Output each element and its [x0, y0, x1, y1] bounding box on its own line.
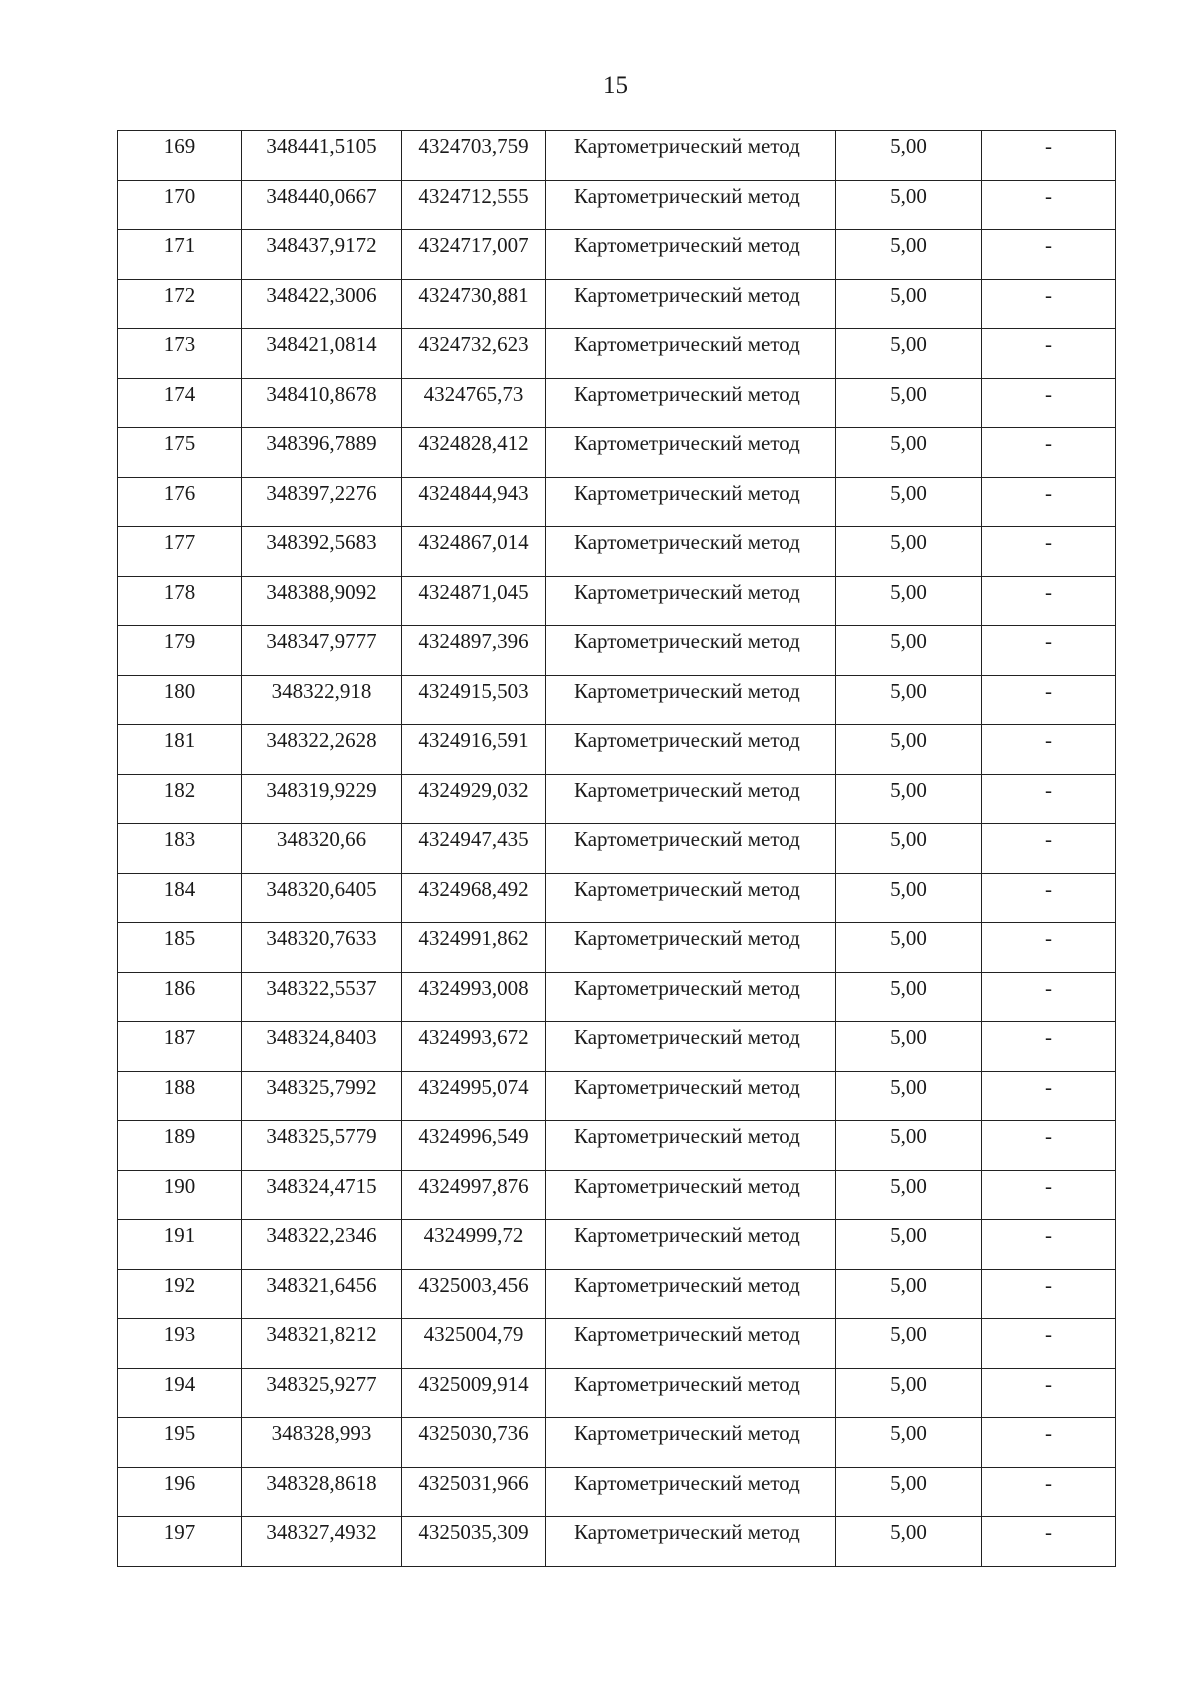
- note-cell: -: [982, 180, 1116, 230]
- y-coordinate-cell: 4325009,914: [402, 1368, 546, 1418]
- point-number-cell: 190: [118, 1170, 242, 1220]
- method-cell: Картометрический метод: [546, 527, 836, 577]
- point-number-cell: 172: [118, 279, 242, 329]
- table-row: [118, 972, 1116, 1022]
- y-coordinate-cell: 4324993,008: [402, 972, 546, 1022]
- note-cell: -: [982, 972, 1116, 1022]
- note-cell: -: [982, 279, 1116, 329]
- accuracy-cell: 5,00: [836, 576, 982, 626]
- x-coordinate-cell: 348321,6456: [242, 1269, 402, 1319]
- table-row: [118, 180, 1116, 230]
- accuracy-cell: 5,00: [836, 972, 982, 1022]
- note-cell: -: [982, 1170, 1116, 1220]
- accuracy-cell: 5,00: [836, 131, 982, 181]
- point-number-cell: 182: [118, 774, 242, 824]
- table-row: [118, 230, 1116, 280]
- note-cell: -: [982, 1269, 1116, 1319]
- point-number-cell: 173: [118, 329, 242, 379]
- table-row: [118, 279, 1116, 329]
- method-cell: Картометрический метод: [546, 1418, 836, 1468]
- accuracy-cell: 5,00: [836, 329, 982, 379]
- method-cell: Картометрический метод: [546, 1022, 836, 1072]
- x-coordinate-cell: 348327,4932: [242, 1517, 402, 1567]
- accuracy-cell: 5,00: [836, 428, 982, 478]
- point-number-cell: 175: [118, 428, 242, 478]
- x-coordinate-cell: 348322,2346: [242, 1220, 402, 1270]
- point-number-cell: 187: [118, 1022, 242, 1072]
- method-cell: Картометрический метод: [546, 626, 836, 676]
- point-number-cell: 195: [118, 1418, 242, 1468]
- point-number-cell: 194: [118, 1368, 242, 1418]
- accuracy-cell: 5,00: [836, 1368, 982, 1418]
- note-cell: -: [982, 576, 1116, 626]
- table-row: [118, 1220, 1116, 1270]
- y-coordinate-cell: 4324717,007: [402, 230, 546, 280]
- x-coordinate-cell: 348396,7889: [242, 428, 402, 478]
- note-cell: -: [982, 477, 1116, 527]
- point-number-cell: 174: [118, 378, 242, 428]
- accuracy-cell: 5,00: [836, 675, 982, 725]
- table-row: [118, 576, 1116, 626]
- y-coordinate-cell: 4324999,72: [402, 1220, 546, 1270]
- point-number-cell: 191: [118, 1220, 242, 1270]
- table-row: [118, 428, 1116, 478]
- point-number-cell: 197: [118, 1517, 242, 1567]
- y-coordinate-cell: 4325030,736: [402, 1418, 546, 1468]
- x-coordinate-cell: 348441,5105: [242, 131, 402, 181]
- table-row: [118, 873, 1116, 923]
- note-cell: -: [982, 1319, 1116, 1369]
- y-coordinate-cell: 4324897,396: [402, 626, 546, 676]
- point-number-cell: 178: [118, 576, 242, 626]
- x-coordinate-cell: 348328,993: [242, 1418, 402, 1468]
- table-row: [118, 675, 1116, 725]
- table-row: [118, 1022, 1116, 1072]
- table-row: [118, 131, 1116, 181]
- point-number-cell: 169: [118, 131, 242, 181]
- y-coordinate-cell: 4324995,074: [402, 1071, 546, 1121]
- y-coordinate-cell: 4325031,966: [402, 1467, 546, 1517]
- note-cell: -: [982, 774, 1116, 824]
- method-cell: Картометрический метод: [546, 972, 836, 1022]
- table-row: [118, 378, 1116, 428]
- point-number-cell: 188: [118, 1071, 242, 1121]
- table-row: [118, 774, 1116, 824]
- note-cell: -: [982, 1071, 1116, 1121]
- point-number-cell: 189: [118, 1121, 242, 1171]
- y-coordinate-cell: 4324871,045: [402, 576, 546, 626]
- accuracy-cell: 5,00: [836, 1517, 982, 1567]
- note-cell: -: [982, 428, 1116, 478]
- accuracy-cell: 5,00: [836, 378, 982, 428]
- accuracy-cell: 5,00: [836, 824, 982, 874]
- coordinates-table: [117, 130, 1116, 1567]
- accuracy-cell: 5,00: [836, 230, 982, 280]
- table-row: [118, 1467, 1116, 1517]
- y-coordinate-cell: 4324765,73: [402, 378, 546, 428]
- note-cell: -: [982, 725, 1116, 775]
- table-row: [118, 824, 1116, 874]
- x-coordinate-cell: 348440,0667: [242, 180, 402, 230]
- method-cell: Картометрический метод: [546, 230, 836, 280]
- y-coordinate-cell: 4324730,881: [402, 279, 546, 329]
- accuracy-cell: 5,00: [836, 923, 982, 973]
- accuracy-cell: 5,00: [836, 1467, 982, 1517]
- method-cell: Картометрический метод: [546, 824, 836, 874]
- x-coordinate-cell: 348325,7992: [242, 1071, 402, 1121]
- method-cell: Картометрический метод: [546, 774, 836, 824]
- accuracy-cell: 5,00: [836, 1071, 982, 1121]
- method-cell: Картометрический метод: [546, 1220, 836, 1270]
- method-cell: Картометрический метод: [546, 725, 836, 775]
- accuracy-cell: 5,00: [836, 1220, 982, 1270]
- accuracy-cell: 5,00: [836, 1121, 982, 1171]
- x-coordinate-cell: 348320,6405: [242, 873, 402, 923]
- point-number-cell: 184: [118, 873, 242, 923]
- method-cell: Картометрический метод: [546, 477, 836, 527]
- y-coordinate-cell: 4324915,503: [402, 675, 546, 725]
- y-coordinate-cell: 4324968,492: [402, 873, 546, 923]
- point-number-cell: 196: [118, 1467, 242, 1517]
- x-coordinate-cell: 348325,9277: [242, 1368, 402, 1418]
- accuracy-cell: 5,00: [836, 1418, 982, 1468]
- x-coordinate-cell: 348320,7633: [242, 923, 402, 973]
- accuracy-cell: 5,00: [836, 527, 982, 577]
- x-coordinate-cell: 348321,8212: [242, 1319, 402, 1369]
- method-cell: Картометрический метод: [546, 279, 836, 329]
- x-coordinate-cell: 348347,9777: [242, 626, 402, 676]
- x-coordinate-cell: 348397,2276: [242, 477, 402, 527]
- table-row: [118, 1170, 1116, 1220]
- note-cell: -: [982, 1022, 1116, 1072]
- table-row: [118, 1269, 1116, 1319]
- note-cell: -: [982, 230, 1116, 280]
- method-cell: Картометрический метод: [546, 1269, 836, 1319]
- accuracy-cell: 5,00: [836, 774, 982, 824]
- y-coordinate-cell: 4325004,79: [402, 1319, 546, 1369]
- table-row: [118, 626, 1116, 676]
- coordinates-table-body: [118, 131, 1116, 1567]
- y-coordinate-cell: 4324844,943: [402, 477, 546, 527]
- point-number-cell: 171: [118, 230, 242, 280]
- method-cell: Картометрический метод: [546, 1121, 836, 1171]
- y-coordinate-cell: 4324929,032: [402, 774, 546, 824]
- method-cell: Картометрический метод: [546, 576, 836, 626]
- y-coordinate-cell: 4324703,759: [402, 131, 546, 181]
- accuracy-cell: 5,00: [836, 725, 982, 775]
- note-cell: -: [982, 1368, 1116, 1418]
- note-cell: -: [982, 378, 1116, 428]
- point-number-cell: 193: [118, 1319, 242, 1369]
- point-number-cell: 185: [118, 923, 242, 973]
- table-row: [118, 527, 1116, 577]
- note-cell: -: [982, 1467, 1116, 1517]
- note-cell: -: [982, 131, 1116, 181]
- x-coordinate-cell: 348410,8678: [242, 378, 402, 428]
- note-cell: -: [982, 873, 1116, 923]
- method-cell: Картометрический метод: [546, 131, 836, 181]
- point-number-cell: 192: [118, 1269, 242, 1319]
- y-coordinate-cell: 4324732,623: [402, 329, 546, 379]
- method-cell: Картометрический метод: [546, 378, 836, 428]
- y-coordinate-cell: 4324828,412: [402, 428, 546, 478]
- table-row: [118, 477, 1116, 527]
- x-coordinate-cell: 348437,9172: [242, 230, 402, 280]
- method-cell: Картометрический метод: [546, 329, 836, 379]
- accuracy-cell: 5,00: [836, 1269, 982, 1319]
- x-coordinate-cell: 348320,66: [242, 824, 402, 874]
- table-row: [118, 725, 1116, 775]
- method-cell: Картометрический метод: [546, 1319, 836, 1369]
- x-coordinate-cell: 348328,8618: [242, 1467, 402, 1517]
- note-cell: -: [982, 1121, 1116, 1171]
- method-cell: Картометрический метод: [546, 1170, 836, 1220]
- accuracy-cell: 5,00: [836, 1319, 982, 1369]
- method-cell: Картометрический метод: [546, 180, 836, 230]
- accuracy-cell: 5,00: [836, 873, 982, 923]
- x-coordinate-cell: 348324,8403: [242, 1022, 402, 1072]
- x-coordinate-cell: 348392,5683: [242, 527, 402, 577]
- table-row: [118, 1319, 1116, 1369]
- y-coordinate-cell: 4324947,435: [402, 824, 546, 874]
- method-cell: Картометрический метод: [546, 428, 836, 478]
- x-coordinate-cell: 348322,5537: [242, 972, 402, 1022]
- note-cell: -: [982, 329, 1116, 379]
- x-coordinate-cell: 348422,3006: [242, 279, 402, 329]
- point-number-cell: 177: [118, 527, 242, 577]
- y-coordinate-cell: 4325003,456: [402, 1269, 546, 1319]
- y-coordinate-cell: 4324996,549: [402, 1121, 546, 1171]
- note-cell: -: [982, 626, 1116, 676]
- y-coordinate-cell: 4324867,014: [402, 527, 546, 577]
- x-coordinate-cell: 348421,0814: [242, 329, 402, 379]
- method-cell: Картометрический метод: [546, 1517, 836, 1567]
- method-cell: Картометрический метод: [546, 1368, 836, 1418]
- x-coordinate-cell: 348324,4715: [242, 1170, 402, 1220]
- note-cell: -: [982, 923, 1116, 973]
- y-coordinate-cell: 4324916,591: [402, 725, 546, 775]
- accuracy-cell: 5,00: [836, 279, 982, 329]
- point-number-cell: 180: [118, 675, 242, 725]
- table-row: [118, 1418, 1116, 1468]
- accuracy-cell: 5,00: [836, 626, 982, 676]
- x-coordinate-cell: 348388,9092: [242, 576, 402, 626]
- point-number-cell: 170: [118, 180, 242, 230]
- note-cell: -: [982, 527, 1116, 577]
- y-coordinate-cell: 4324991,862: [402, 923, 546, 973]
- accuracy-cell: 5,00: [836, 180, 982, 230]
- note-cell: -: [982, 1418, 1116, 1468]
- x-coordinate-cell: 348319,9229: [242, 774, 402, 824]
- method-cell: Картометрический метод: [546, 1467, 836, 1517]
- table-row: [118, 1368, 1116, 1418]
- note-cell: -: [982, 1517, 1116, 1567]
- y-coordinate-cell: 4324712,555: [402, 180, 546, 230]
- page-number: 15: [603, 72, 628, 99]
- point-number-cell: 183: [118, 824, 242, 874]
- point-number-cell: 181: [118, 725, 242, 775]
- x-coordinate-cell: 348322,918: [242, 675, 402, 725]
- note-cell: -: [982, 1220, 1116, 1270]
- method-cell: Картометрический метод: [546, 873, 836, 923]
- x-coordinate-cell: 348325,5779: [242, 1121, 402, 1171]
- table-row: [118, 1071, 1116, 1121]
- x-coordinate-cell: 348322,2628: [242, 725, 402, 775]
- point-number-cell: 186: [118, 972, 242, 1022]
- y-coordinate-cell: 4324993,672: [402, 1022, 546, 1072]
- table-row: [118, 329, 1116, 379]
- note-cell: -: [982, 675, 1116, 725]
- point-number-cell: 179: [118, 626, 242, 676]
- method-cell: Картометрический метод: [546, 923, 836, 973]
- note-cell: -: [982, 824, 1116, 874]
- method-cell: Картометрический метод: [546, 675, 836, 725]
- accuracy-cell: 5,00: [836, 1022, 982, 1072]
- y-coordinate-cell: 4325035,309: [402, 1517, 546, 1567]
- y-coordinate-cell: 4324997,876: [402, 1170, 546, 1220]
- method-cell: Картометрический метод: [546, 1071, 836, 1121]
- table-row: [118, 1121, 1116, 1171]
- table-row: [118, 1517, 1116, 1567]
- accuracy-cell: 5,00: [836, 477, 982, 527]
- table-row: [118, 923, 1116, 973]
- point-number-cell: 176: [118, 477, 242, 527]
- accuracy-cell: 5,00: [836, 1170, 982, 1220]
